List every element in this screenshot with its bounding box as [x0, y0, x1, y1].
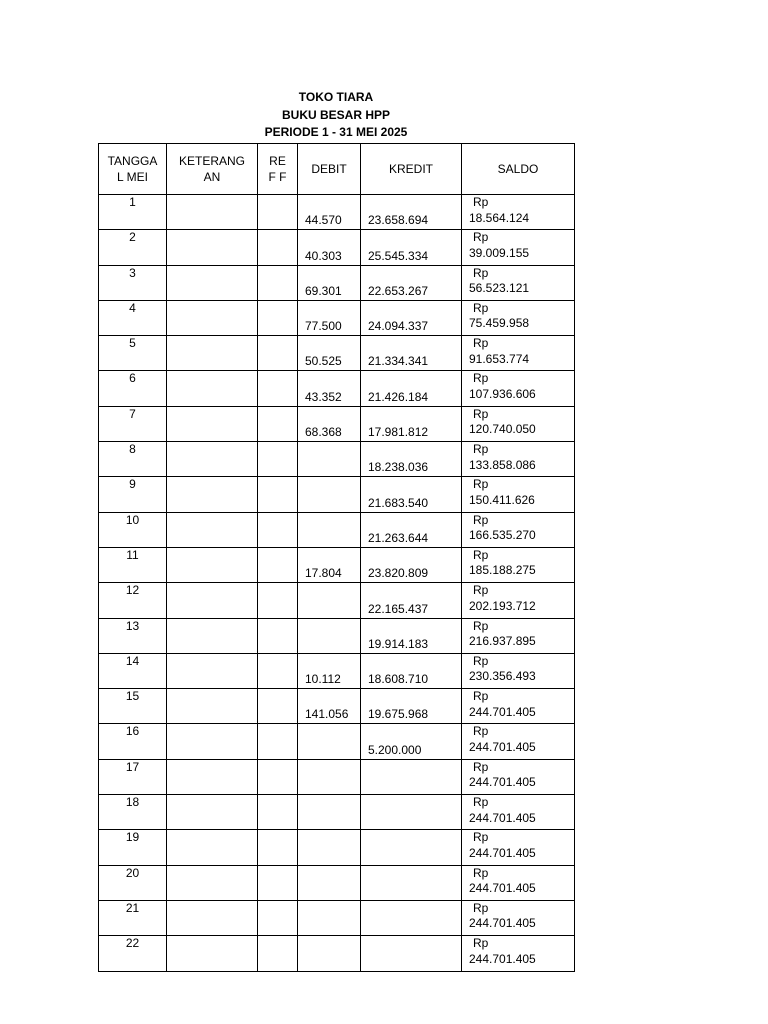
credit-cell: 23.820.809 — [361, 547, 462, 582]
debit-cell: 50.525 — [298, 336, 361, 371]
header-date: TANGGAL MEI — [99, 144, 167, 195]
balance-cell — [462, 724, 575, 759]
ref-cell — [258, 442, 298, 477]
balance-cell — [462, 618, 575, 653]
table-row — [99, 653, 575, 688]
balance-cell — [462, 336, 575, 371]
balance-cell — [462, 371, 575, 406]
currency-label: Rp — [473, 900, 489, 915]
debit-cell: 10.112 — [298, 653, 361, 688]
description-cell — [167, 265, 258, 300]
debit-cell: 43.352 — [298, 371, 361, 406]
credit-cell — [361, 865, 462, 900]
balance-cell — [462, 583, 575, 618]
balance-cell — [462, 865, 575, 900]
date-cell: 11 — [99, 547, 167, 582]
description-cell — [167, 653, 258, 688]
table-row — [99, 759, 575, 794]
date-cell: 5 — [99, 336, 167, 371]
currency-label: Rp — [473, 653, 489, 668]
date-cell: 18 — [99, 795, 167, 830]
table-row — [99, 442, 575, 477]
debit-cell — [298, 477, 361, 512]
credit-cell: 25.545.334 — [361, 230, 462, 265]
ref-cell — [258, 371, 298, 406]
date-cell: 8 — [99, 442, 167, 477]
currency-label: Rp — [473, 512, 489, 527]
date-cell: 4 — [99, 300, 167, 335]
ref-cell — [258, 759, 298, 794]
description-cell — [167, 547, 258, 582]
table-row — [99, 230, 575, 265]
store-name: TOKO TIARA — [298, 90, 374, 104]
header-credit: KREDIT — [361, 144, 462, 195]
description-cell — [167, 300, 258, 335]
description-cell — [167, 795, 258, 830]
table-row — [99, 583, 575, 618]
credit-cell: 19.914.183 — [361, 618, 462, 653]
ref-cell — [258, 477, 298, 512]
currency-label: Rp — [473, 230, 489, 245]
table-row — [99, 406, 575, 441]
table-row — [99, 336, 575, 371]
date-cell: 17 — [99, 759, 167, 794]
currency-label: Rp — [473, 547, 489, 562]
period-label: PERIODE 1 - 31 MEI 2025 — [264, 125, 408, 139]
ref-cell — [258, 936, 298, 971]
balance-amount: 56.523.121 — [469, 281, 530, 296]
credit-cell: 5.200.000 — [361, 724, 462, 759]
currency-label: Rp — [473, 371, 489, 386]
date-cell: 13 — [99, 618, 167, 653]
debit-cell — [298, 936, 361, 971]
table-row — [99, 195, 575, 230]
description-cell — [167, 689, 258, 724]
table-row — [99, 865, 575, 900]
table-row — [99, 936, 575, 971]
credit-cell: 23.658.694 — [361, 195, 462, 230]
ref-cell — [258, 724, 298, 759]
date-cell: 12 — [99, 583, 167, 618]
balance-cell — [462, 830, 575, 865]
date-cell: 19 — [99, 830, 167, 865]
description-cell — [167, 900, 258, 935]
ref-cell — [258, 230, 298, 265]
date-cell: 22 — [99, 936, 167, 971]
table-row — [99, 724, 575, 759]
balance-amount: 244.701.405 — [469, 845, 536, 860]
debit-cell: 44.570 — [298, 195, 361, 230]
debit-cell — [298, 865, 361, 900]
table-row — [99, 618, 575, 653]
debit-cell — [298, 512, 361, 547]
currency-label: Rp — [473, 406, 489, 421]
ref-cell — [258, 618, 298, 653]
ref-cell — [258, 265, 298, 300]
balance-amount: 107.936.606 — [469, 386, 536, 401]
balance-amount: 244.701.405 — [469, 704, 536, 719]
debit-cell: 77.500 — [298, 300, 361, 335]
credit-cell — [361, 936, 462, 971]
ref-cell — [258, 547, 298, 582]
debit-cell: 141.056 — [298, 689, 361, 724]
currency-label: Rp — [473, 265, 489, 280]
date-cell: 2 — [99, 230, 167, 265]
debit-cell: 68.368 — [298, 406, 361, 441]
currency-label: Rp — [473, 618, 489, 633]
ref-cell — [258, 336, 298, 371]
credit-cell — [361, 795, 462, 830]
currency-label: Rp — [473, 936, 489, 951]
balance-cell — [462, 936, 575, 971]
header-description: KETERANGAN — [167, 144, 258, 195]
header-ref: REF F — [258, 144, 298, 195]
description-cell — [167, 759, 258, 794]
currency-label: Rp — [473, 759, 489, 774]
credit-cell: 18.238.036 — [361, 442, 462, 477]
debit-cell: 40.303 — [298, 230, 361, 265]
balance-amount: 133.858.086 — [469, 457, 536, 472]
balance-cell — [462, 512, 575, 547]
credit-cell — [361, 900, 462, 935]
debit-cell — [298, 830, 361, 865]
debit-cell: 69.301 — [298, 265, 361, 300]
balance-cell — [462, 195, 575, 230]
currency-label: Rp — [473, 689, 489, 704]
balance-cell — [462, 759, 575, 794]
credit-cell: 21.334.341 — [361, 336, 462, 371]
ref-cell — [258, 195, 298, 230]
credit-cell: 21.426.184 — [361, 371, 462, 406]
description-cell — [167, 618, 258, 653]
table-row — [99, 900, 575, 935]
date-cell: 6 — [99, 371, 167, 406]
debit-cell — [298, 795, 361, 830]
balance-amount: 120.740.050 — [469, 422, 536, 437]
debit-cell — [298, 900, 361, 935]
ref-cell — [258, 653, 298, 688]
ledger-table — [98, 143, 575, 972]
balance-amount: 244.701.405 — [469, 881, 536, 896]
currency-label: Rp — [473, 477, 489, 492]
header-row — [99, 144, 575, 195]
credit-cell: 18.608.710 — [361, 653, 462, 688]
ref-cell — [258, 795, 298, 830]
balance-amount: 244.701.405 — [469, 775, 536, 790]
ledger-name: BUKU BESAR HPP — [281, 107, 390, 122]
description-cell — [167, 936, 258, 971]
balance-amount: 150.411.626 — [469, 492, 535, 507]
debit-cell — [298, 724, 361, 759]
ref-cell — [258, 406, 298, 441]
balance-amount: 18.564.124 — [469, 210, 530, 225]
description-cell — [167, 583, 258, 618]
credit-cell: 21.263.644 — [361, 512, 462, 547]
balance-amount: 166.535.270 — [469, 528, 536, 543]
balance-cell — [462, 265, 575, 300]
table-row — [99, 300, 575, 335]
balance-amount: 202.193.712 — [469, 598, 536, 613]
credit-cell: 17.981.812 — [361, 406, 462, 441]
currency-label: Rp — [473, 336, 489, 351]
ref-cell — [258, 830, 298, 865]
balance-amount: 39.009.155 — [469, 245, 530, 260]
debit-cell: 17.804 — [298, 547, 361, 582]
ref-cell — [258, 689, 298, 724]
ref-cell — [258, 512, 298, 547]
currency-label: Rp — [473, 830, 489, 845]
description-cell — [167, 195, 258, 230]
ref-cell — [258, 300, 298, 335]
currency-label: Rp — [473, 724, 489, 739]
date-cell: 16 — [99, 724, 167, 759]
description-cell — [167, 512, 258, 547]
balance-amount: 244.701.405 — [469, 810, 536, 825]
balance-amount: 91.653.774 — [469, 351, 530, 366]
description-cell — [167, 442, 258, 477]
balance-cell — [462, 653, 575, 688]
description-cell — [167, 371, 258, 406]
description-cell — [167, 865, 258, 900]
currency-label: Rp — [473, 300, 489, 315]
ref-cell — [258, 865, 298, 900]
date-cell: 14 — [99, 653, 167, 688]
balance-amount: 244.701.405 — [469, 916, 536, 931]
ledger-body — [99, 195, 575, 972]
description-cell — [167, 724, 258, 759]
description-cell — [167, 406, 258, 441]
description-cell — [167, 230, 258, 265]
balance-cell — [462, 795, 575, 830]
header-balance: SALDO — [462, 144, 575, 195]
description-cell — [167, 336, 258, 371]
balance-amount: 75.459.958 — [469, 316, 530, 331]
balance-cell — [462, 547, 575, 582]
balance-cell — [462, 406, 575, 441]
date-cell: 15 — [99, 689, 167, 724]
balance-cell — [462, 442, 575, 477]
debit-cell — [298, 442, 361, 477]
currency-label: Rp — [473, 795, 489, 810]
credit-cell: 19.675.968 — [361, 689, 462, 724]
description-cell — [167, 477, 258, 512]
date-cell: 20 — [99, 865, 167, 900]
balance-amount: 185.188.275 — [469, 563, 536, 578]
currency-label: Rp — [473, 195, 489, 209]
table-row — [99, 689, 575, 724]
currency-label: Rp — [473, 865, 489, 880]
date-cell: 1 — [99, 195, 167, 230]
table-row — [99, 795, 575, 830]
balance-amount: 216.937.895 — [469, 634, 536, 649]
balance-amount: 244.701.405 — [469, 951, 536, 966]
credit-cell: 22.653.267 — [361, 265, 462, 300]
currency-label: Rp — [473, 583, 489, 598]
date-cell: 7 — [99, 406, 167, 441]
table-row — [99, 265, 575, 300]
date-cell: 10 — [99, 512, 167, 547]
balance-cell — [462, 230, 575, 265]
debit-cell — [298, 759, 361, 794]
date-cell: 21 — [99, 900, 167, 935]
currency-label: Rp — [473, 442, 489, 457]
balance-amount: 230.356.493 — [469, 669, 536, 684]
balance-cell — [462, 900, 575, 935]
ref-cell — [258, 900, 298, 935]
credit-cell — [361, 830, 462, 865]
table-row — [99, 512, 575, 547]
balance-amount: 244.701.405 — [469, 739, 536, 754]
date-cell: 3 — [99, 265, 167, 300]
balance-cell — [462, 477, 575, 512]
table-row — [99, 371, 575, 406]
document-title-block — [98, 89, 574, 142]
credit-cell: 21.683.540 — [361, 477, 462, 512]
credit-cell: 22.165.437 — [361, 583, 462, 618]
debit-cell — [298, 583, 361, 618]
ref-cell — [258, 583, 298, 618]
balance-cell — [462, 300, 575, 335]
table-row — [99, 477, 575, 512]
table-row — [99, 830, 575, 865]
credit-cell: 24.094.337 — [361, 300, 462, 335]
table-row — [99, 547, 575, 582]
debit-cell — [298, 618, 361, 653]
description-cell — [167, 830, 258, 865]
date-cell: 9 — [99, 477, 167, 512]
balance-cell — [462, 689, 575, 724]
credit-cell — [361, 759, 462, 794]
header-debit: DEBIT — [298, 144, 361, 195]
